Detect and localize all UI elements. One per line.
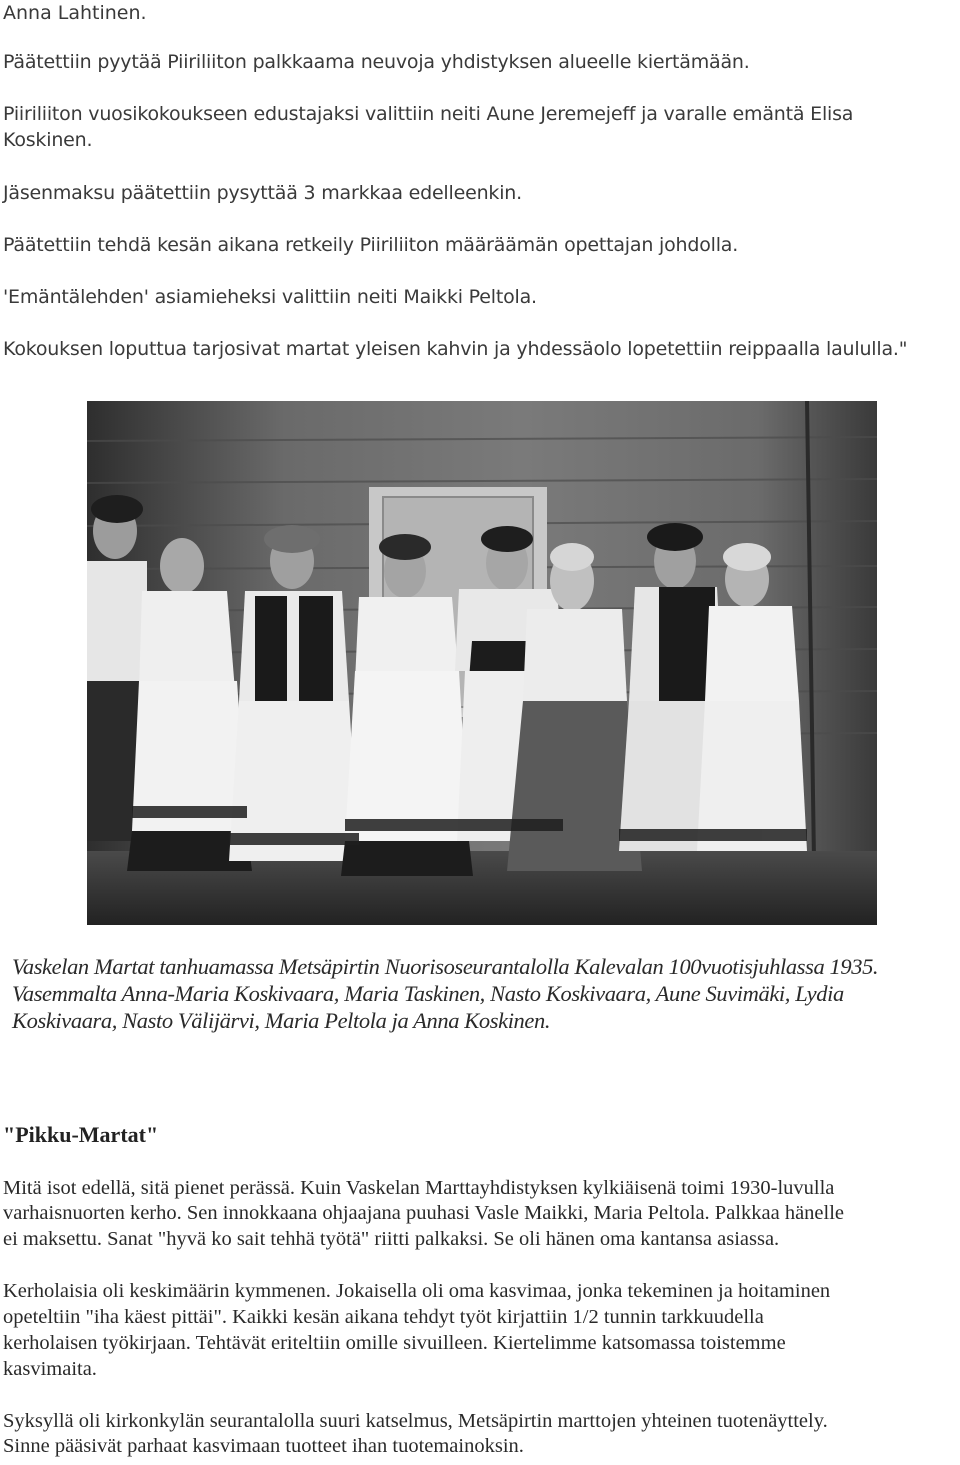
photo-caption-line-1: Vaskelan Martat tanhuamassa Metsäpirtin Nuorisoseurantalolla Kalevalan 100vuotisjuhlassa 1935. (12, 954, 879, 979)
body-line-2: varhaisnuorten kerho. Sen innokkaana ohjaajana puuhasi Vasle Maikki, Maria Peltola. Palkkaa hänelle (3, 1202, 845, 1224)
text-line-edustaja-cont: Koskinen. (3, 129, 93, 151)
text-line-edustaja: Piiriliiton vuosikokoukseen edustajaksi valittiin neiti Aune Jeremejeff ja varalle emäntä Elisa (3, 103, 854, 125)
text-line-neuvoja: Päätettiin pyytää Piiriliiton palkkaama neuvoja yhdistyksen alueelle kiertämään. (3, 51, 750, 73)
body-line-3: ei maksettu. Sanat "hyvä ko sait tehhä työtä" riitti palkaksi. Se oli hänen oma kantansa asiassa. (3, 1228, 780, 1250)
text-line-retkeily: Päätettiin tehdä kesän aikana retkeily Piiriliiton määräämän opettajan johdolla. (3, 234, 739, 256)
text-line-jasenmaksu: Jäsenmaksu päätettiin pysyttää 3 markkaa edelleenkin. (3, 182, 522, 204)
text-line-asiamies: 'Emäntälehden' asiamieheksi valittiin neiti Maikki Peltola. (3, 286, 537, 308)
body-line-1: Mitä isot edellä, sitä pienet perässä. Kuin Vaskelan Marttayhdistyksen kylkiäisenä toimi 1930-luvulla (3, 1177, 835, 1199)
text-line-kahvi: Kokouksen loputtua tarjosivat martat yleisen kahvin ja yhdessäolo lopetettiin reippaalla laululla." (3, 338, 908, 360)
photo-martat-group (87, 401, 877, 925)
photo-caption-line-2: Vasemmalta Anna-Maria Koskivaara, Maria Taskinen, Nasto Koskivaara, Aune Suvimäki, Lydia (12, 981, 844, 1006)
section-heading: "Pikku-Martat" (3, 1122, 159, 1147)
photo-caption-line-3: Koskivaara, Nasto Välijärvi, Maria Peltola ja Anna Koskinen. (12, 1008, 551, 1033)
body-line-9: Sinne pääsivät parhaat kasvimaan tuotteet ihan tuotemainoksin. (3, 1435, 524, 1457)
body-line-8: Syksyllä oli kirkonkylän seurantalolla suuri katselmus, Metsäpirtin marttojen yhteinen tuotenäyttely. (3, 1410, 828, 1432)
body-line-7: kasvimaita. (3, 1358, 97, 1380)
text-line-signature: Anna Lahtinen. (3, 2, 147, 24)
body-line-6: kerholaisen työkirjaan. Tehtävät eriteltiin omille sivuilleen. Kiertelimme katsomassa toistemme (3, 1332, 786, 1354)
body-line-5: opeteltiin "iha käest pittäi". Kaikki kesän aikana tehdyt työt kirjattiin 1/2 tunnin tarkkuudella (3, 1306, 764, 1328)
body-line-4: Kerholaisia oli keskimäärin kymmenen. Jokaisella oli oma kasvimaa, jonka tekeminen ja hoitaminen (3, 1280, 831, 1302)
